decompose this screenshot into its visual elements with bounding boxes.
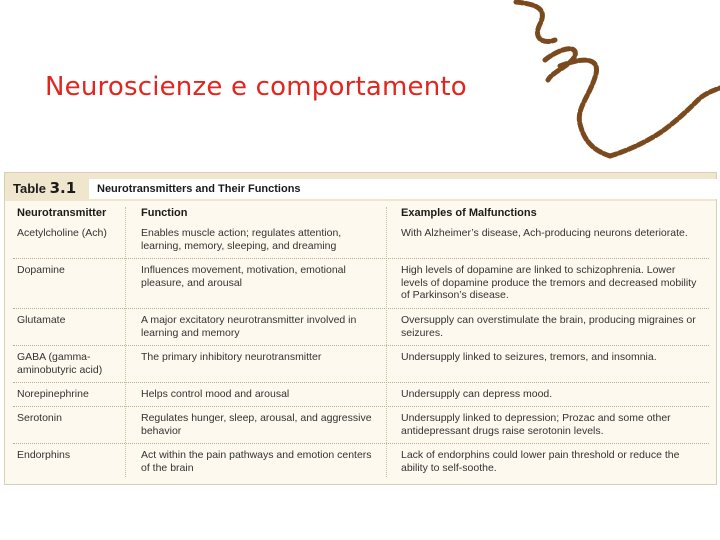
cell-malfunction: With Alzheimer’s disease, Ach-producing neurons deteriorate. [401, 227, 688, 239]
cell-function: Helps control mood and arousal [141, 388, 290, 400]
row-divider [13, 443, 709, 444]
column-header-function: Function [141, 207, 188, 219]
row-divider [13, 382, 709, 383]
table-title: Neurotransmitters and Their Functions [89, 179, 717, 199]
cell-neurotransmitter: GABA (gamma-aminobutyric acid) [17, 351, 103, 376]
cell-neurotransmitter: Norepinephrine [17, 388, 89, 400]
row-divider [13, 345, 709, 346]
cell-malfunction: Lack of endorphins could lower pain threshold or reduce the ability to self-soothe. [401, 449, 680, 474]
column-divider [386, 207, 387, 477]
row-divider [13, 308, 709, 309]
table-label [13, 177, 85, 199]
table-number: 3.1 [49, 179, 77, 197]
cell-function: Regulates hunger, sleep, arousal, and aggressive behavior [141, 412, 372, 437]
cell-neurotransmitter: Serotonin [17, 412, 62, 424]
slide-title: Neuroscienze e comportamento [45, 72, 467, 102]
cell-malfunction: Undersupply can depress mood. [401, 388, 553, 400]
cell-neurotransmitter: Dopamine [17, 264, 65, 276]
cell-function: A major excitatory neurotransmitter involved in learning and memory [141, 314, 357, 339]
cell-function: Enables muscle action; regulates attention, learning, memory, sleeping, and dreaming [141, 227, 342, 252]
cell-function: Act within the pain pathways and emotion centers of the brain [141, 449, 372, 474]
row-divider [13, 258, 709, 259]
column-header-neurotransmitter: Neurotransmitter [17, 207, 107, 219]
cell-malfunction: High levels of dopamine are linked to schizophrenia. Lower levels of dopamine produce the tremors and decreased mobility of Parkinson’s disease. [401, 264, 697, 302]
cell-malfunction: Oversupply can overstimulate the brain, producing migraines or seizures. [401, 314, 696, 339]
cell-neurotransmitter: Acetylcholine (Ach) [17, 227, 107, 239]
cell-malfunction: Undersupply linked to depression; Prozac and some other antidepressant drugs raise serotonin levels. [401, 412, 671, 437]
cell-malfunction: Undersupply linked to seizures, tremors, and insomnia. [401, 351, 657, 363]
cell-neurotransmitter: Endorphins [17, 449, 71, 461]
cell-function: Influences movement, motivation, emotional pleasure, and arousal [141, 264, 346, 289]
row-divider [13, 406, 709, 407]
neurotransmitter-table [4, 172, 717, 485]
table-label-text: Table [13, 181, 46, 196]
cell-neurotransmitter: Glutamate [17, 314, 66, 326]
column-header-malfunctions: Examples of Malfunctions [401, 207, 537, 219]
column-divider [125, 207, 126, 477]
cell-function: The primary inhibitory neurotransmitter [141, 351, 322, 363]
